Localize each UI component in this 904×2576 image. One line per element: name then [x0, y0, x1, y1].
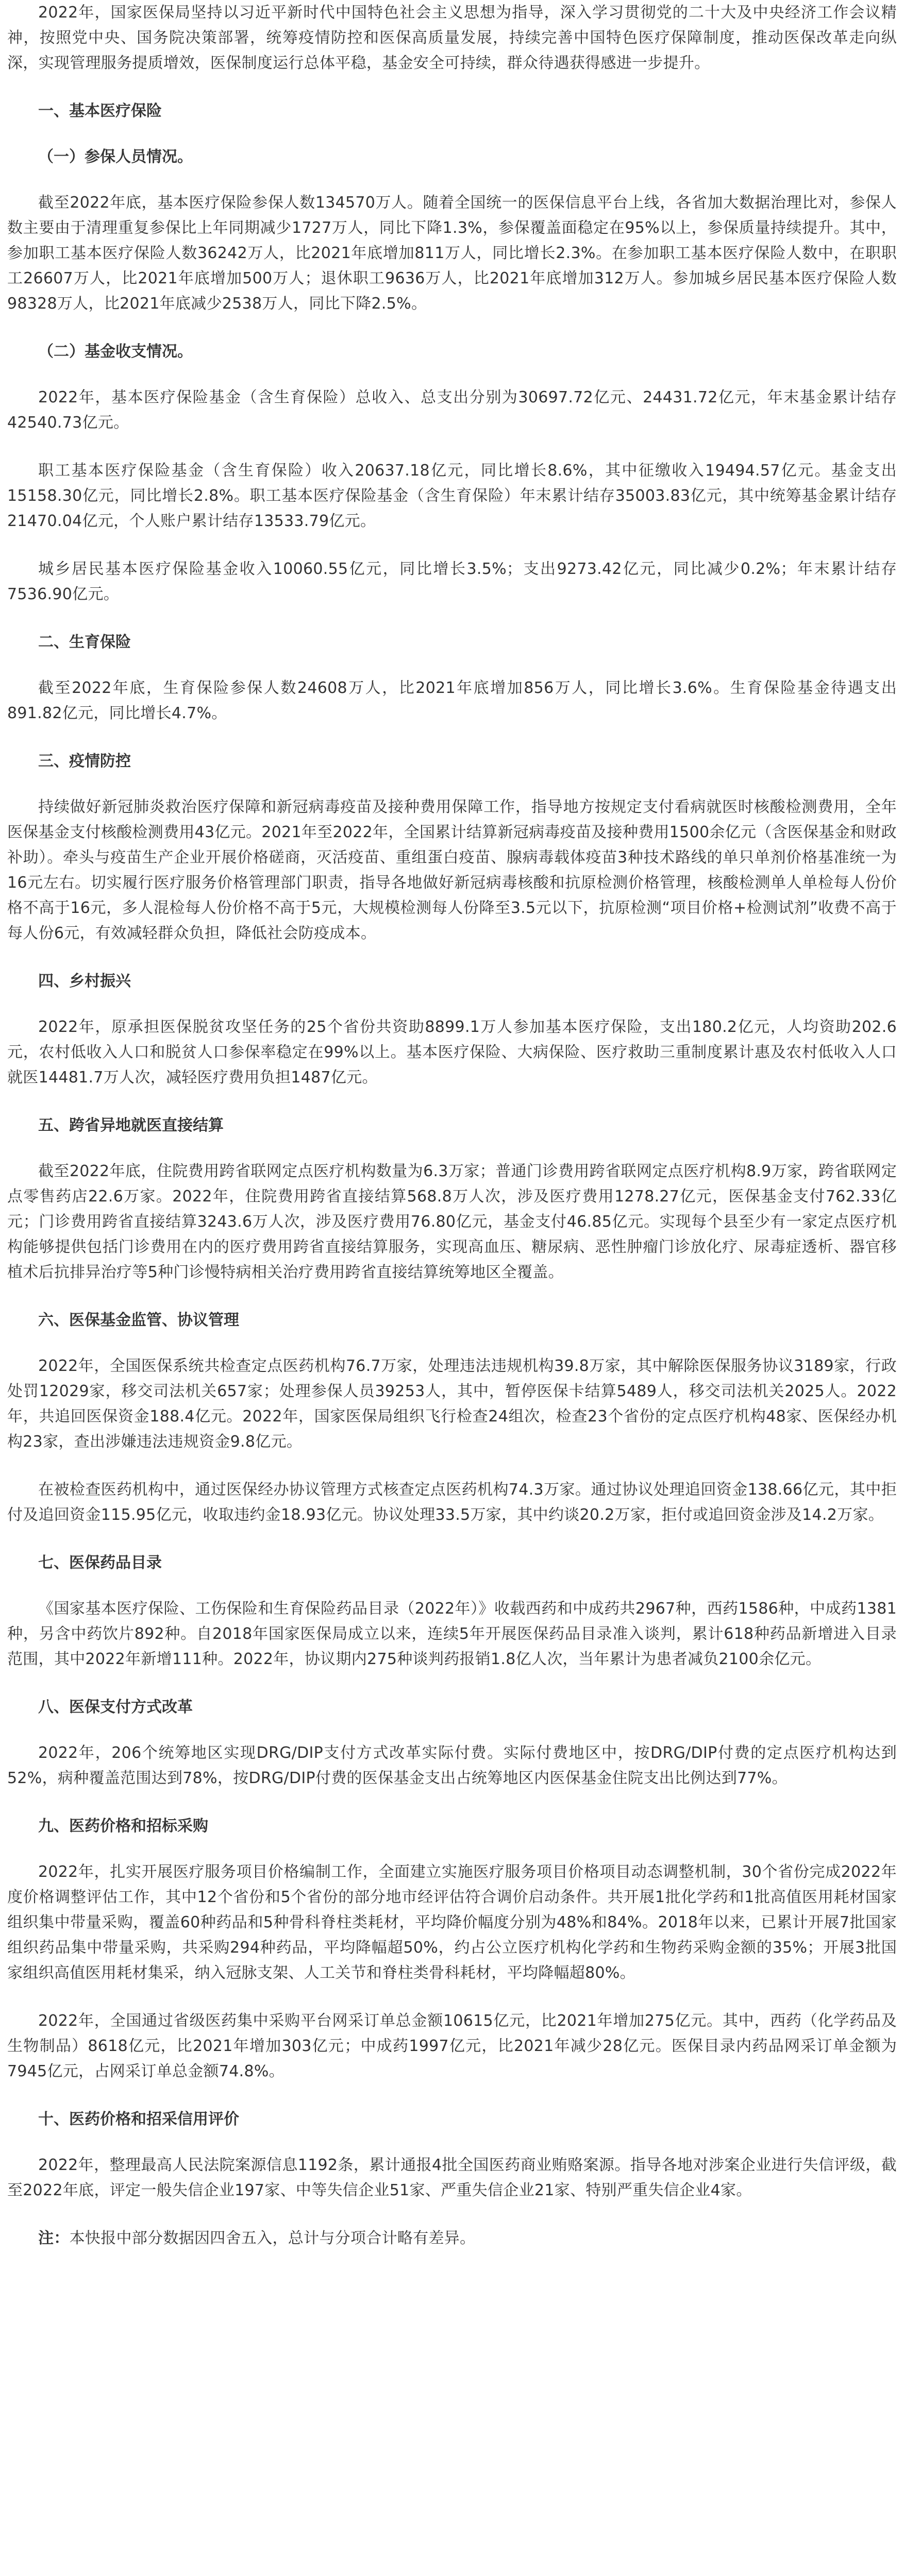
- section-9-paragraph-2: 2022年，全国通过省级医药集中采购平台网采订单总金额10615亿元，比2021年增加275亿元。其中，西药（化学药品及生物制品）8618亿元，比2021年增加303亿元；中成药1997亿元，比2021年减少28亿元。医保目录内药品网采订单金额为7945亿元，占网采订单总金额74.8%。: [7, 2012, 897, 2080]
- section-7-paragraph: 《国家基本医疗保险、工伤保险和生育保险药品目录（2022年）》收载西药和中成药共2967种，西药1586种，中成药1381种，另含中药饮片892种。自2018年国家医保局成立以来，连续5年开展医保药品目录准入谈判，累计618种药品新增进入目录范围，其中2022年新增111种。2022年，协议期内275种谈判药报销1.8亿人次，当年累计为患者减负2100余亿元。: [7, 1600, 897, 1668]
- section-5-title: 五、跨省异地就医直接结算: [38, 1116, 224, 1134]
- section-3-paragraph: 持续做好新冠肺炎救治医疗保障和新冠病毒疫苗及接种费用保障工作，指导地方按规定支付看病就医时核酸检测费用，全年医保基金支付核酸检测费用43亿元。2021年至2022年，全国累计结算新冠病毒疫苗及接种费用1500余亿元（含医保基金和财政补助）。牵头与疫苗生产企业开展价格磋商，灭活疫苗、重组蛋白疫苗、腺病毒载体疫苗3种技术路线的单只单剂价格基准统一为16元左右。切实履行医疗服务价格管理部门职责，指导各地做好新冠病毒核酸和抗原检测价格管理，核酸检测单人单检每人份价格不高于16元，多人混检每人份价格不高于5元，大规模检测每人份降至3.5元以下，抗原检测“项目价格+检测试剂”收费不高于每人份6元，有效减轻群众负担，降低社会防疫成本。: [7, 798, 897, 942]
- intro-paragraph: 2022年，国家医保局坚持以习近平新时代中国特色社会主义思想为指导，深入学习贯彻党的二十大及中央经济工作会议精神，按照党中央、国务院决策部署，统筹疫情防控和医保高质量发展，持续完善中国特色医疗保障制度，推动医保改革走向纵深，实现管理服务提质增效，医保制度运行总体平稳，基金安全可持续，群众待遇获得感进一步提升。: [7, 4, 897, 72]
- section-1-title: 一、基本医疗保险: [38, 102, 162, 120]
- footnote-text: 本快报中部分数据因四舍五入，总计与分项合计略有差异。: [69, 2229, 476, 2247]
- section-2-title: 二、生育保险: [38, 633, 131, 651]
- section-1-sub2-paragraph-3: 城乡居民基本医疗保险基金收入10060.55亿元，同比增长3.5%；支出9273.42亿元，同比减少0.2%；年末累计结存7536.90亿元。: [7, 560, 897, 603]
- section-1-sub2-paragraph-1: 2022年，基本医疗保险基金（含生育保险）总收入、总支出分别为30697.72亿元、24431.72亿元，年末基金累计结存42540.73亿元。: [7, 388, 897, 432]
- section-6-paragraph-1: 2022年，全国医保系统共检查定点医药机构76.7万家，处理违法违规机构39.8万家，其中解除医保服务协议3189家，行政处罚12029家，移交司法机关657家；处理参保人员39253人，其中，暂停医保卡结算5489人，移交司法机关2025人。2022年，共追回医保资金188.4亿元。2022年，国家医保局组织飞行检查24组次，检查23个省份的定点医疗机构48家、医保经办机构23家，查出涉嫌违法违规资金9.8亿元。: [7, 1357, 897, 1451]
- section-1-sub1-paragraph: 截至2022年底，基本医疗保险参保人数134570万人。随着全国统一的医保信息平台上线，各省加大数据治理比对，参保人数主要由于清理重复参保比上年同期减少1727万人，同比下降1.3%，参保覆盖面稳定在95%以上，参保质量持续提升。其中，参加职工基本医疗保险人数36242万人，比2021年底增加811万人，同比增长2.3%。在参加职工基本医疗保险人数中，在职职工26607万人，比2021年底增加500万人；退休职工9636万人，比2021年底增加312万人。参加城乡居民基本医疗保险人数98328万人，比2021年底减少2538万人，同比下降2.5%。: [7, 194, 897, 313]
- section-4-title: 四、乡村振兴: [38, 972, 131, 990]
- section-10-paragraph: 2022年，整理最高人民法院案源信息1192条，累计通报4批全国医药商业贿赂案源。指导各地对涉案企业进行失信评级，截至2022年底，评定一般失信企业197家、中等失信企业51家、严重失信企业21家、特别严重失信企业4家。: [7, 2156, 897, 2199]
- section-9-paragraph-1: 2022年，扎实开展医疗服务项目价格编制工作，全面建立实施医疗服务项目价格项目动态调整机制，30个省份完成2022年度价格调整评估工作，其中12个省份和5个省份的部分地市经评估符合调价启动条件。共开展1批化学药和1批高值医用耗材国家组织集中带量采购，覆盖60种药品和5种骨科脊柱类耗材，平均降价幅度分别为48%和84%。2018年以来，已累计开展7批国家组织药品集中带量采购，共采购294种药品，平均降幅超50%，约占公立医疗机构化学药和生物药采购金额的35%；开展3批国家组织高值医用耗材集采，纳入冠脉支架、人工关节和脊柱类骨科耗材，平均降幅超80%。: [7, 1863, 897, 1982]
- section-9-title: 九、医药价格和招标采购: [38, 1817, 208, 1835]
- section-6-paragraph-2: 在被检查医药机构中，通过医保经办协议管理方式核查定点医药机构74.3万家。通过协议处理追回资金138.66亿元，其中拒付及追回资金115.95亿元，收取违约金18.93亿元。协议处理33.5万家，其中约谈20.2万家，拒付或追回资金涉及14.2万家。: [7, 1481, 897, 1524]
- section-5-paragraph: 截至2022年底，住院费用跨省联网定点医疗机构数量为6.3万家；普通门诊费用跨省联网定点医疗机构8.9万家，跨省联网定点零售药店22.6万家。2022年，住院费用跨省直接结算568.8万人次，涉及医疗费用1278.27亿元，医保基金支付762.33亿元；门诊费用跨省直接结算3243.6万人次，涉及医疗费用76.80亿元，基金支付46.85亿元。实现每个县至少有一家定点医疗机构能够提供包括门诊费用在内的医疗费用跨省直接结算服务，实现高血压、糖尿病、恶性肿瘤门诊放化疗、尿毒症透析、器官移植术后抗排异治疗等5种门诊慢特病相关治疗费用跨省直接结算统筹地区全覆盖。: [7, 1162, 897, 1281]
- section-7-title: 七、医保药品目录: [38, 1554, 162, 1572]
- footnote: [7, 2226, 897, 2251]
- section-1-sub1-title: （一）参保人员情况。: [38, 148, 193, 166]
- section-4-paragraph: 2022年，原承担医保脱贫攻坚任务的25个省份共资助8899.1万人参加基本医疗保险，支出180.2亿元，人均资助202.6元，农村低收入人口和脱贫人口参保率稳定在99%以上。基本医疗保险、大病保险、医疗救助三重制度累计惠及农村低收入人口就医14481.7万人次，减轻医疗费用负担1487亿元。: [7, 1018, 897, 1087]
- section-1-sub2-paragraph-2: 职工基本医疗保险基金（含生育保险）收入20637.18亿元，同比增长8.6%，其中征缴收入19494.57亿元。基金支出15158.30亿元，同比增长2.8%。职工基本医疗保险基金（含生育保险）年末累计结存35003.83亿元，其中统筹基金累计结存21470.04亿元，个人账户累计结存13533.79亿元。: [7, 462, 897, 530]
- section-2-paragraph: 截至2022年底，生育保险参保人数24608万人，比2021年底增加856万人，同比增长3.6%。生育保险基金待遇支出891.82亿元，同比增长4.7%。: [7, 679, 897, 722]
- section-10-title: 十、医药价格和招采信用评价: [38, 2110, 239, 2128]
- section-8-paragraph: 2022年，206个统筹地区实现DRG/DIP支付方式改革实际付费。实际付费地区中，按DRG/DIP付费的定点医疗机构达到52%，病种覆盖范围达到78%，按DRG/DIP付费的医保基金支出占统筹地区内医保基金住院支出比例达到77%。: [7, 1744, 897, 1787]
- section-1-sub2-title: （二）基金收支情况。: [38, 343, 193, 361]
- section-3-title: 三、疫情防控: [38, 752, 131, 770]
- footnote-label: 注：: [38, 2229, 70, 2247]
- section-6-title: 六、医保基金监管、协议管理: [38, 1311, 239, 1329]
- section-8-title: 八、医保支付方式改革: [38, 1698, 193, 1716]
